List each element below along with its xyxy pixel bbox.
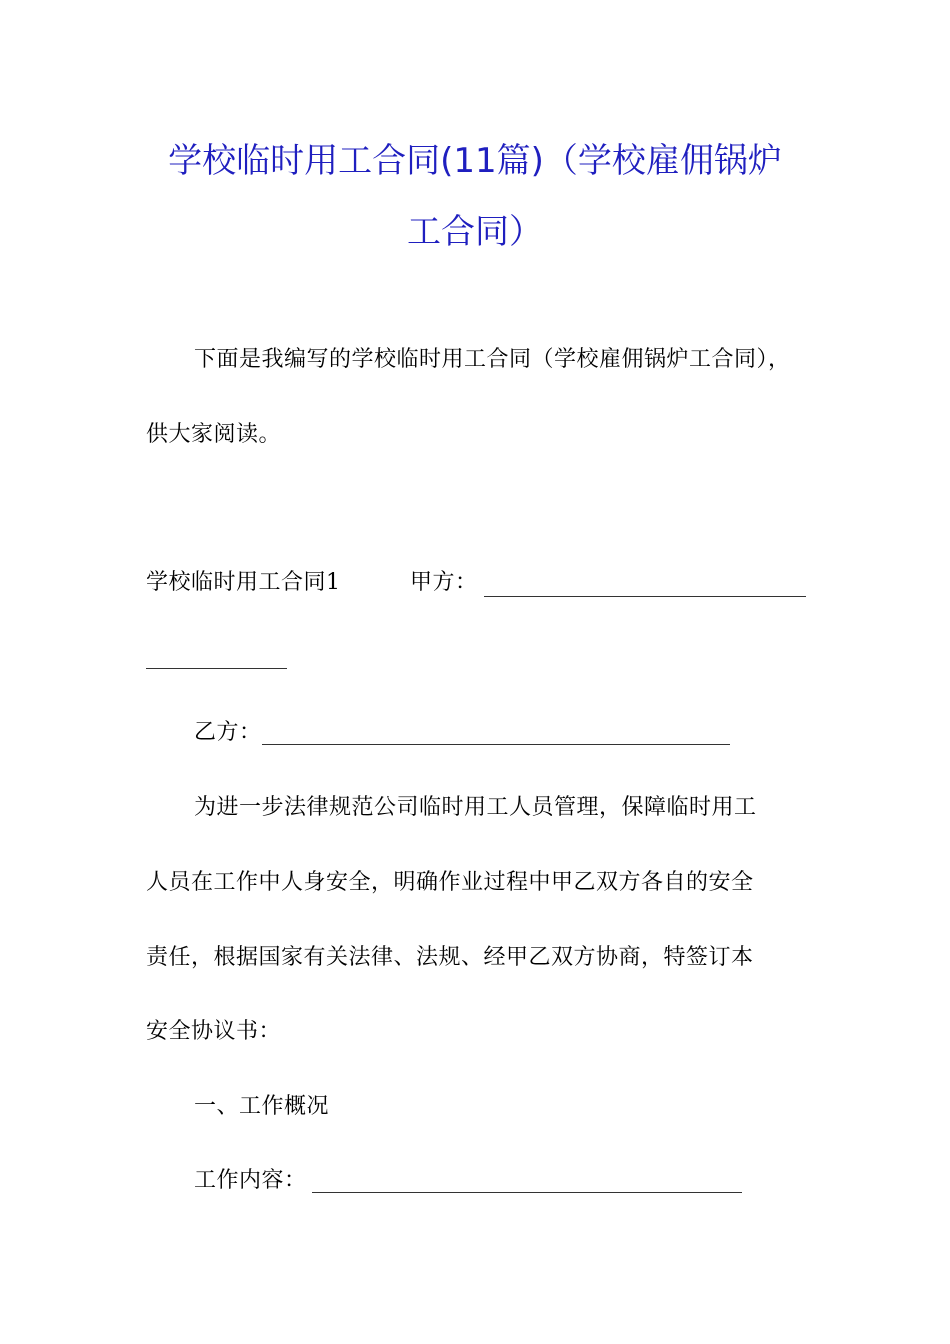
work-content-label: 工作内容： <box>194 1168 307 1193</box>
para1-line-1: 为进一步法律规范公司临时用工人员管理，保障临时用工 <box>194 795 757 820</box>
para1-line-2: 人员在工作中人身安全，明确作业过程中甲乙双方各自的安全 <box>146 870 754 895</box>
intro-line-2: 供大家阅读。 <box>146 422 282 447</box>
document-title-line-1: 学校临时用工合同(11篇)（学校雇佣锅炉 <box>168 141 782 181</box>
contract-heading: 学校临时用工合同1 <box>146 570 341 595</box>
party-b-blank-line <box>262 743 730 745</box>
party-a-blank-line <box>484 595 806 597</box>
document-title-line-2: 工合同） <box>407 212 543 252</box>
intro-line-1: 下面是我编写的学校临时用工合同（学校雇佣锅炉工合同）， <box>194 347 791 372</box>
para1-line-3: 责任，根据国家有关法律、法规、经甲乙双方协商，特签订本 <box>146 945 754 970</box>
section-1-heading: 一、工作概况 <box>194 1094 330 1119</box>
party-b-label: 乙方： <box>194 720 262 745</box>
party-a-label: 甲方： <box>410 570 478 595</box>
para1-line-4: 安全协议书： <box>146 1019 282 1044</box>
work-content-blank-line <box>312 1191 742 1193</box>
party-a-blank-line-continued <box>146 667 287 669</box>
